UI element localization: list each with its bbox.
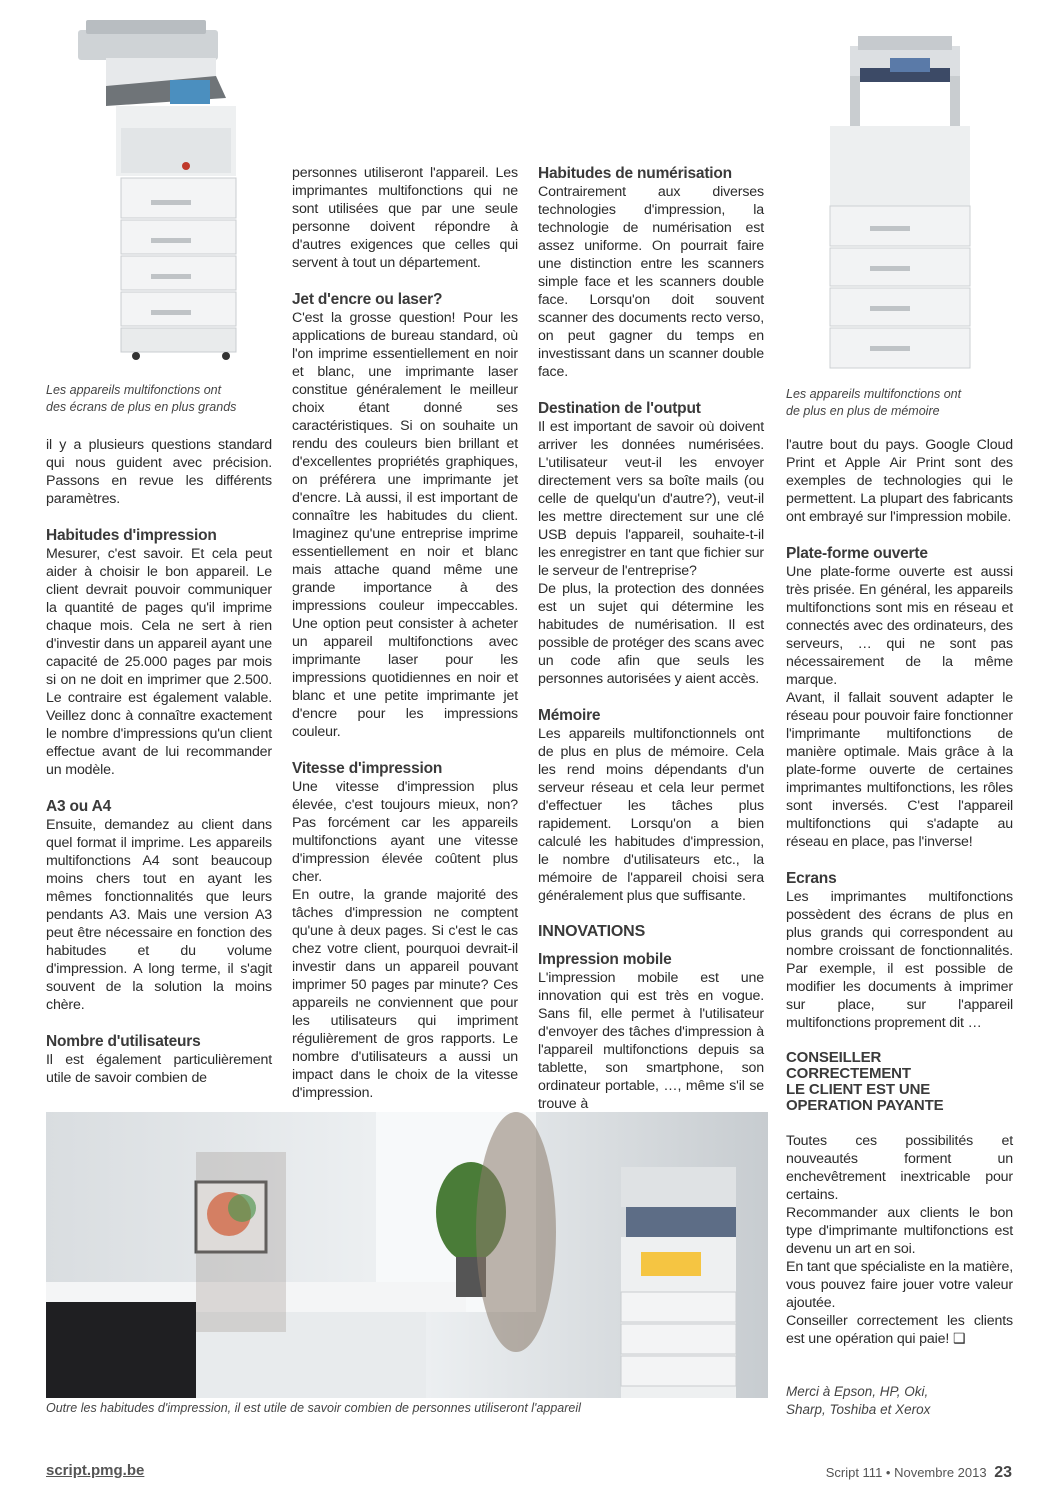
issue-info [826, 1464, 1012, 1482]
box-heading-line: LE CLIENT EST UNE [786, 1081, 931, 1098]
box-heading-line: CONSEILLER [786, 1049, 882, 1066]
issue-label: Script 111 • Novembre 2013 [825, 1465, 987, 1480]
heading-habitudes-numerisation: Habitudes de numérisation [538, 165, 732, 182]
office-photo [46, 1112, 768, 1398]
paragraph-impression-mobile-cont: l'autre bout du pays. Google Cloud Print et Apple Air Print sont des exemples de technologies qui le permettent. La plupart des fabricants ont embrayé sur l'impression mobile. [786, 437, 1013, 525]
page-number: 23 [994, 1464, 1012, 1481]
paragraph-a3-a4: Ensuite, demandez au client dans quel format il imprime. Les appareils multifonctions A4 sont beaucoup moins chers tout en ayant les mêmes fonctionnalités que leurs pendants A3. Mais une version A3 peut être nécessaire en fonction des habitudes et du volume d'impression. A long terme, il s'agit souvent de la solution la moins chère. [46, 817, 272, 1013]
paragraph-habitudes-numerisation: Contrairement aux diverses technologies d'impression, la technologie de numérisation est assez uniforme. On pourrait faire une distinction entre les scanners simple face et les scanners double face. Lorsqu'on doit souvent scanner des documents recto verso, on peut gagner du temps en investissant dans un scanner double face. [538, 184, 764, 380]
multifunction-printer-left-image [66, 8, 256, 363]
column-1 [46, 436, 272, 1087]
heading-jet-encre-laser: Jet d'encre ou laser? [292, 291, 443, 308]
paragraph-ecrans: Les imprimantes multifonctions possèdent des écrans de plus en plus grands qui correspondent au nombre croissant de fonctionnalités. Par exemple, il est possible de modifier les documents à imprimer sur place, sur l'appareil multifonctions proprement dit … [786, 889, 1013, 1031]
column-3 [538, 164, 764, 1113]
paragraph-destination-2: De plus, la protection des données est un sujet qui détermine les habitudes de numérisation. Il est possible de protéger des scans avec un code afin que seuls les personnes autorisées y aient accès. [538, 581, 764, 687]
box-heading-line: OPERATION PAYANTE [786, 1097, 944, 1114]
heading-plate-forme-ouverte: Plate-forme ouverte [786, 545, 928, 562]
paragraph-jet-encre-laser: C'est la grosse question! Pour les applications de bureau standard, où l'on imprime essentiellement en noir et blanc, une imprimante laser constitue généralement le meilleur choix étant donné ses caractéristiques. Si on souhaite un rendu des couleurs bien brillant et d'excellentes propriétés graphiques, on préférera une imprimante jet d'encre. Là aussi, il est important de connaître les habitudes du client. Imaginez qu'une entreprise imprime essentiellement en noir et blanc mais attache quand même une grande importance à des impressions couleur impeccables. Une option peut consister à acheter un appareil multifonctions avec imprimante laser pour les impressions quotidiennes en noir et blanc et une petite imprimante jet d'encre pour les impressions couleur. [292, 310, 518, 740]
thanks-caption [786, 1383, 930, 1419]
caption-line: Les appareils multifonctions ont [786, 387, 962, 401]
right-printer-caption [786, 386, 961, 420]
heading-destination-output: Destination de l'output [538, 400, 701, 417]
paragraph-destination-1: Il est important de savoir où doivent arriver les données numérisées. L'utilisateur veut-il les envoyer directement vers sa boîte mails (ou celle de quelqu'un d'autre?), veut-il les mettre directement sur une clé USB depuis l'appareil, souhaite-t-il les enregistrer en tant que fichier sur le serveur de l'entreprise? [538, 419, 764, 579]
office-photo-caption: Outre les habitudes d'impression, il est utile de savoir combien de personnes utiliseront l'appareil [46, 1401, 581, 1415]
box-paragraph-2: Recommander aux clients le bon type d'imprimante multifonctions est devenu un art en soi. [786, 1205, 1013, 1257]
paragraph-vitesse-1: Une vitesse d'impression plus élevée, c'est toujours mieux, non? Pas forcément car les appareils multifonctions ayant une vitesse d'impression élevée coûtent plus cher. [292, 779, 518, 885]
column-4 [786, 436, 1013, 1348]
paragraph-memoire: Les appareils multifonctionnels ont de plus en plus de mémoire. Cela les rend moins dépendants d'un serveur réseau et cela leur permet d'effectuer les tâches plus rapidement. Lorsqu'on a bien calculé les habitudes d'impression, le nombre d'utilisateurs etc., la mémoire de l'appareil choisi sera généralement plus que suffisante. [538, 726, 764, 904]
caption-line: Les appareils multifonctions ont [46, 383, 222, 397]
intro-paragraph: il y a plusieurs questions standard qui nous guident avec précision. Passons en revue les différents paramètres. [46, 437, 272, 507]
paragraph-habitudes-impression: Mesurer, c'est savoir. Et cela peut aider à choisir le bon appareil. Le client devrait pouvoir communiquer la quantité de pages qu'il imprime chaque mois. Cela ne sert à rien d'investir dans un appareil ayant une capacité de 25.000 pages par mois si on ne doit en imprimer que 2.500. Le contraire est également valable. Veillez donc à connaître exactement le nombre d'impressions qu'un client effectue avant de lui recommander un modèle. [46, 546, 272, 778]
paragraph-nombre-utilisateurs: Il est également particulièrement utile de savoir combien de [46, 1052, 272, 1086]
paragraph-impression-mobile: L'impression mobile est une innovation qui est très en vogue. Sans fil, elle permet à l'utilisateur d'envoyer des tâches d'impression à l'appareil multifonctions depuis sa tablette, son smartphone, son ordinateur portable, …, même s'il se trouve à [538, 970, 764, 1112]
heading-memoire: Mémoire [538, 707, 601, 724]
column-2 [292, 164, 518, 1102]
paragraph-plate-forme-1: Une plate-forme ouverte est aussi très prisée. En général, les appareils multifonctions sont mis en réseau et connectés avec des ordinateurs, des serveurs, … qui ne sont pas nécessairement de la même marque. [786, 564, 1013, 688]
paragraph-vitesse-2: En outre, la grande majorité des tâches d'impression ne comptent qu'une à deux pages. Si c'est le cas chez votre client, pourquoi devrait-il investir dans un appareil pouvant imprimer 50 pages par minute? Ces appareils ne conviennent que pour les utilisateurs qui impriment régulièrement de gros rapports. Le nombre d'utilisateurs a aussi un impact dans le choix de la vitesse d'impression. [292, 887, 518, 1101]
heading-habitudes-impression: Habitudes d'impression [46, 527, 217, 544]
paragraph-plate-forme-2: Avant, il fallait souvent adapter le réseau pour pouvoir faire fonctionner l'imprimante multifonctions de manière optimale. Mais grâce à la plate-forme ouverte de certaines imprimantes multifonctions, les rôles sont inversés. C'est l'appareil multifonctions qui s'adapte au réseau en place, pas l'inverse! [786, 690, 1013, 850]
heading-a3-a4: A3 ou A4 [46, 798, 112, 815]
caption-line: de plus en plus de mémoire [786, 404, 940, 418]
multifunction-printer-right-image [820, 6, 990, 378]
heading-impression-mobile: Impression mobile [538, 951, 672, 968]
box-heading [786, 1050, 1013, 1114]
paragraph-nombre-utilisateurs-cont: personnes utiliseront l'appareil. Les imprimantes multifonctions qui ne sont utilisées que par une seule personne doivent répondre à d'autres exigences que celles qui servent à tout un département. [292, 165, 518, 271]
caption-line: Sharp, Toshiba et Xerox [786, 1402, 931, 1417]
box-paragraph-1: Toutes ces possibilités et nouveautés forment un enchevêtrement inextricable pour certains. [786, 1133, 1013, 1203]
heading-innovations: INNOVATIONS [538, 923, 646, 940]
heading-vitesse-impression: Vitesse d'impression [292, 760, 443, 777]
box-paragraph-4: Conseiller correctement les clients est une opération qui paie! ❑ [786, 1313, 1013, 1347]
box-paragraph-3: En tant que spécialiste en la matière, vous pouvez faire jouer votre valeur ajoutée. [786, 1259, 1013, 1311]
website-link[interactable]: script.pmg.be [46, 1462, 145, 1479]
box-heading-line: CORRECTEMENT [786, 1065, 911, 1082]
left-printer-caption [46, 382, 236, 416]
caption-line: des écrans de plus en plus grands [46, 400, 237, 414]
caption-line: Merci à Epson, HP, Oki, [786, 1384, 929, 1399]
heading-ecrans: Ecrans [786, 870, 837, 887]
heading-nombre-utilisateurs: Nombre d'utilisateurs [46, 1033, 201, 1050]
